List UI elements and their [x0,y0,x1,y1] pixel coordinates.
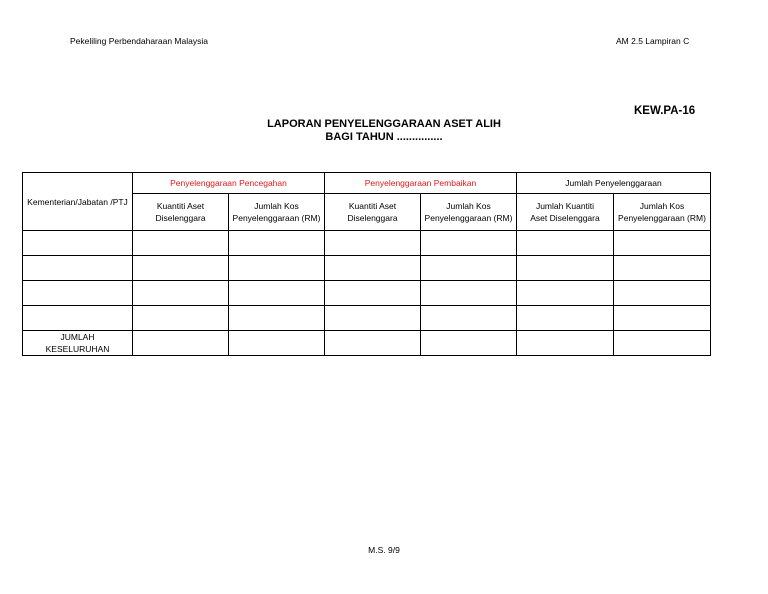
table-cell[interactable] [133,256,229,281]
table-total-row [23,331,711,356]
table-cell[interactable] [517,306,614,331]
table-cell[interactable] [421,331,517,356]
table-cell[interactable] [421,306,517,331]
document-header-right: AM 2.5 Lampiran C [616,36,690,46]
table-cell[interactable] [421,256,517,281]
header-pembaikan-kos: Jumlah Kos Penyelenggaraan (RM) [421,194,517,231]
document-header-left: Pekeliling Perbendaharaan Malaysia [70,36,208,46]
form-code: KEW.PA-16 [634,105,696,117]
table-cell[interactable] [133,281,229,306]
table-cell[interactable] [517,256,614,281]
total-row-label: JUMLAH KESELURUHAN [23,331,133,356]
report-title-line1: LAPORAN PENYELENGGARAAN ASET ALIH [267,118,501,130]
table-cell[interactable] [325,306,421,331]
table-cell[interactable] [517,331,614,356]
table-cell[interactable] [421,231,517,256]
table-cell[interactable] [23,281,133,306]
table-cell[interactable] [229,231,325,256]
header-kementerian-jabatan-ptj: Kementerian/Jabatan /PTJ [23,173,133,231]
table-cell[interactable] [325,231,421,256]
header-pembaikan-kuantiti: Kuantiti Aset Diselenggara [325,194,421,231]
header-jumlah-kos: Jumlah Kos Penyelenggaraan (RM) [614,194,711,231]
table-cell[interactable] [325,331,421,356]
header-jumlah-kuantiti: Jumlah Kuantiti Aset Diselenggara [517,194,614,231]
table-cell[interactable] [133,306,229,331]
table-cell[interactable] [421,281,517,306]
table-cell[interactable] [614,331,711,356]
table-cell[interactable] [229,281,325,306]
page-number: M.S. 9/9 [368,545,400,555]
table-cell[interactable] [614,306,711,331]
header-group-pencegahan: Penyelenggaraan Pencegahan [133,173,325,194]
table-cell[interactable] [133,231,229,256]
table-cell[interactable] [229,306,325,331]
table-row [23,256,711,281]
table-cell[interactable] [517,281,614,306]
report-title-line2: BAGI TAHUN ............... [325,131,443,143]
table-cell[interactable] [133,331,229,356]
table-cell[interactable] [614,231,711,256]
table-cell[interactable] [614,256,711,281]
table-cell[interactable] [614,281,711,306]
header-pencegahan-kuantiti: Kuantiti Aset Diselenggara [133,194,229,231]
table-row [23,306,711,331]
table-cell[interactable] [325,256,421,281]
header-group-pembaikan: Penyelenggaraan Pembaikan [325,173,517,194]
table-cell[interactable] [517,231,614,256]
table-group-header-row [23,173,711,194]
table-cell[interactable] [229,256,325,281]
table-cell[interactable] [23,306,133,331]
report-title [0,118,768,144]
table-row [23,231,711,256]
table-row [23,281,711,306]
header-pencegahan-kos: Jumlah Kos Penyelenggaraan (RM) [229,194,325,231]
header-group-jumlah: Jumlah Penyelenggaraan [517,173,711,194]
report-table [22,172,711,356]
table-cell[interactable] [23,256,133,281]
table-cell[interactable] [229,331,325,356]
table-cell[interactable] [325,281,421,306]
table-cell[interactable] [23,231,133,256]
